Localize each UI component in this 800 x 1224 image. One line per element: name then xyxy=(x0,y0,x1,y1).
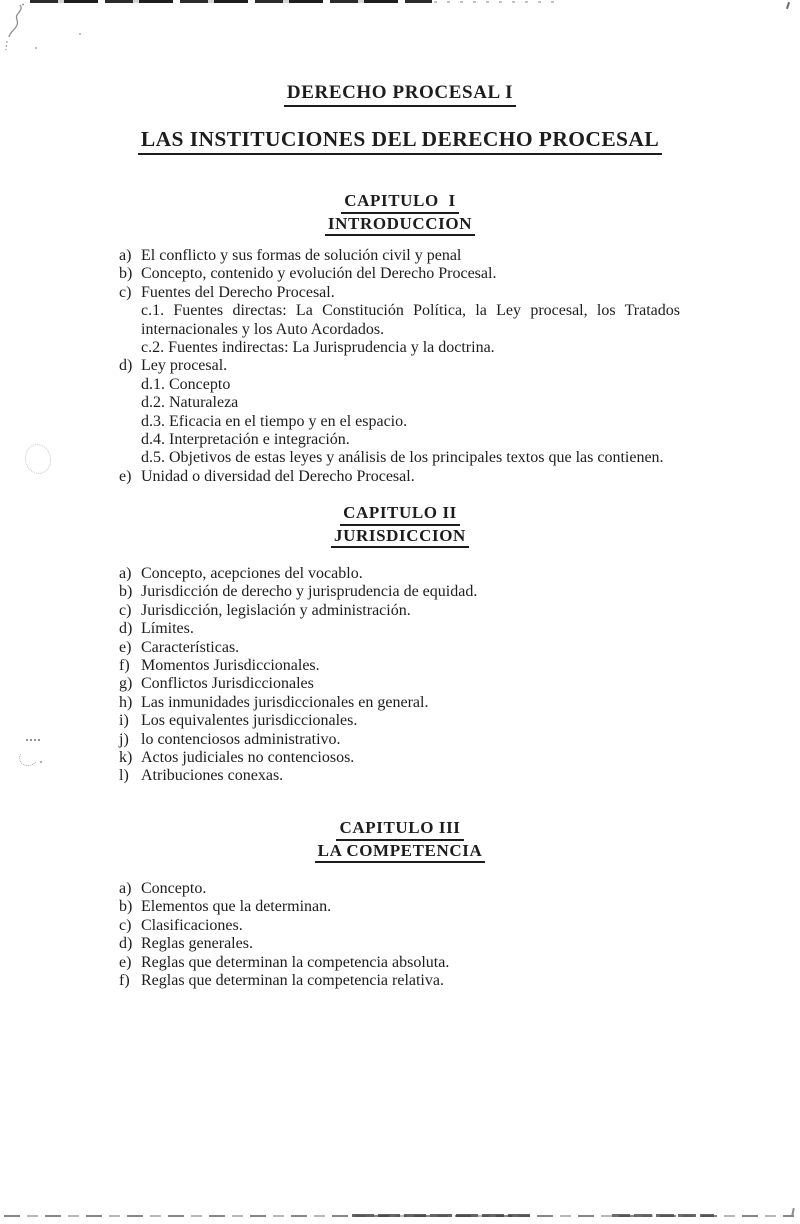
item-marker: c) xyxy=(119,601,132,619)
chapter-3-heading xyxy=(0,818,800,863)
item-marker: j) xyxy=(119,730,129,748)
item-d-subitems xyxy=(141,376,719,468)
chapter-1-item-list xyxy=(119,247,719,486)
item-text: Concepto, acepciones del vocablo. xyxy=(141,565,363,582)
item-text: Actos judiciales no contenciosos. xyxy=(141,749,355,767)
scan-artifact-bottom-right-hook xyxy=(791,1208,795,1216)
chapter-2-title: JURISDICCION xyxy=(0,526,800,549)
item-marker: e) xyxy=(119,953,132,971)
scan-artifact-left-arc xyxy=(17,746,40,768)
item-marker: l) xyxy=(119,767,129,785)
chapter-2-label: CAPITULO II xyxy=(0,503,800,526)
list-item xyxy=(119,620,719,638)
scan-artifact-bottom-dark-segment xyxy=(612,1214,714,1217)
item-text: Clasificaciones. xyxy=(141,916,243,934)
item-marker: b) xyxy=(119,265,133,283)
item-text: Atribuciones conexas. xyxy=(141,767,284,785)
document-title xyxy=(0,127,800,155)
list-item xyxy=(119,468,719,486)
item-marker: a) xyxy=(119,247,132,264)
list-subitem: d.1. Concepto xyxy=(141,375,231,393)
item-marker: a) xyxy=(119,565,132,582)
item-text: Conflictos Jurisdiccionales xyxy=(141,675,314,693)
list-item xyxy=(119,583,719,601)
item-text: Concepto, contenido y evolución del Derecho Procesal. xyxy=(141,265,497,283)
list-item xyxy=(119,247,719,265)
item-text: Ley procesal. xyxy=(141,357,228,375)
chapter-3-label: CAPITULO III xyxy=(0,818,800,841)
list-item xyxy=(119,565,719,583)
list-subitem: c.1. Fuentes directas: La Constitución Política, la Ley procesal, los Tratados internacionales y los Auto Acordados. xyxy=(141,302,680,338)
item-text: Jurisdicción de derecho y jurisprudencia de equidad. xyxy=(141,583,478,601)
chapter-1-label: CAPITULO I xyxy=(0,191,800,214)
item-text: Las inmunidades jurisdiccionales en general. xyxy=(141,693,429,711)
item-text: lo contenciosos administrativo. xyxy=(141,730,341,748)
item-text: Momentos Jurisdiccionales. xyxy=(141,657,320,675)
item-marker: i) xyxy=(119,712,129,730)
item-text: Características. xyxy=(141,638,240,656)
list-item xyxy=(119,712,719,730)
chapter-1-title: INTRODUCCION xyxy=(0,214,800,237)
scan-artifact-speck xyxy=(79,33,81,35)
item-marker: d) xyxy=(119,935,133,953)
list-item xyxy=(119,972,719,990)
chapter-3-title: LA COMPETENCIA xyxy=(0,841,800,864)
list-subitem: d.4. Interpretación e integración. xyxy=(141,431,350,449)
list-item xyxy=(119,880,719,898)
scan-artifact-top-dashed-line-tail xyxy=(434,1,559,3)
list-item xyxy=(119,767,719,785)
item-marker: d) xyxy=(119,357,133,375)
item-text: Jurisdicción, legislación y administración. xyxy=(141,601,411,619)
item-text: Los equivalentes jurisdiccionales. xyxy=(141,712,358,730)
list-item xyxy=(119,935,719,953)
scan-artifact-left-dash xyxy=(26,739,40,741)
item-text: Fuentes del Derecho Procesal. xyxy=(141,283,335,301)
list-item xyxy=(119,639,719,657)
list-item xyxy=(119,731,719,749)
scan-artifact-faint-circle xyxy=(22,442,54,477)
chapter-3-item-list xyxy=(119,880,719,990)
item-marker: d) xyxy=(119,620,133,638)
item-c-subitems xyxy=(141,302,719,357)
item-marker: c) xyxy=(119,916,132,934)
chapter-1-heading xyxy=(0,191,800,236)
course-title-text: DERECHO PROCESAL I xyxy=(284,82,516,107)
item-marker: b) xyxy=(119,898,133,916)
item-text: El conflicto y sus formas de solución civil y penal xyxy=(141,247,462,264)
document-title-text: LAS INSTITUCIONES DEL DERECHO PROCESAL xyxy=(138,127,662,155)
list-item xyxy=(119,657,719,675)
list-item xyxy=(119,917,719,935)
scan-artifact-bottom-dashed-line xyxy=(4,1215,794,1217)
item-text: Reglas que determinan la competencia relativa. xyxy=(141,972,444,990)
item-marker: e) xyxy=(119,467,132,485)
chapter-2-item-list xyxy=(119,565,719,786)
list-subitem: d.5. Objetivos de estas leyes y análisis de los principales textos que las contienen. xyxy=(141,449,664,467)
item-marker: c) xyxy=(119,283,132,301)
item-text: Reglas generales. xyxy=(141,935,253,953)
list-item xyxy=(119,265,719,283)
list-item xyxy=(119,694,719,712)
item-marker: e) xyxy=(119,638,132,656)
item-text: Reglas que determinan la competencia absoluta. xyxy=(141,953,450,971)
item-text: Límites. xyxy=(141,620,194,638)
item-marker: b) xyxy=(119,583,133,601)
list-item xyxy=(119,749,719,767)
course-title xyxy=(0,82,800,107)
list-item xyxy=(119,954,719,972)
scan-artifact-top-right-tick xyxy=(786,2,790,9)
chapter-2-heading xyxy=(0,503,800,548)
scan-artifact-speck xyxy=(35,47,37,49)
scan-artifact-top-dashed-line xyxy=(30,0,432,3)
item-text: Elementos que la determinan. xyxy=(141,898,332,916)
list-subitem: d.3. Eficacia en el tiempo y en el espacio. xyxy=(141,412,408,430)
item-marker: f) xyxy=(119,657,130,675)
scan-artifact-left-dot xyxy=(40,761,42,763)
item-marker: h) xyxy=(119,693,133,711)
list-item xyxy=(119,675,719,693)
list-subitem: c.2. Fuentes indirectas: La Jurisprudencia y la doctrina. xyxy=(141,339,495,357)
list-item xyxy=(119,357,719,375)
list-item xyxy=(119,898,719,916)
list-item xyxy=(119,602,719,620)
item-text: Concepto. xyxy=(141,880,207,897)
item-marker: g) xyxy=(119,675,133,693)
item-marker: f) xyxy=(119,972,130,990)
item-text: Unidad o diversidad del Derecho Procesal. xyxy=(141,467,415,485)
scan-artifact-bottom-dark-segment xyxy=(352,1214,530,1217)
item-marker: k) xyxy=(119,749,133,767)
item-marker: a) xyxy=(119,880,132,897)
list-subitem: d.2. Naturaleza xyxy=(141,394,239,412)
list-item xyxy=(119,284,719,302)
scan-artifact-corner-squiggle xyxy=(3,2,33,56)
